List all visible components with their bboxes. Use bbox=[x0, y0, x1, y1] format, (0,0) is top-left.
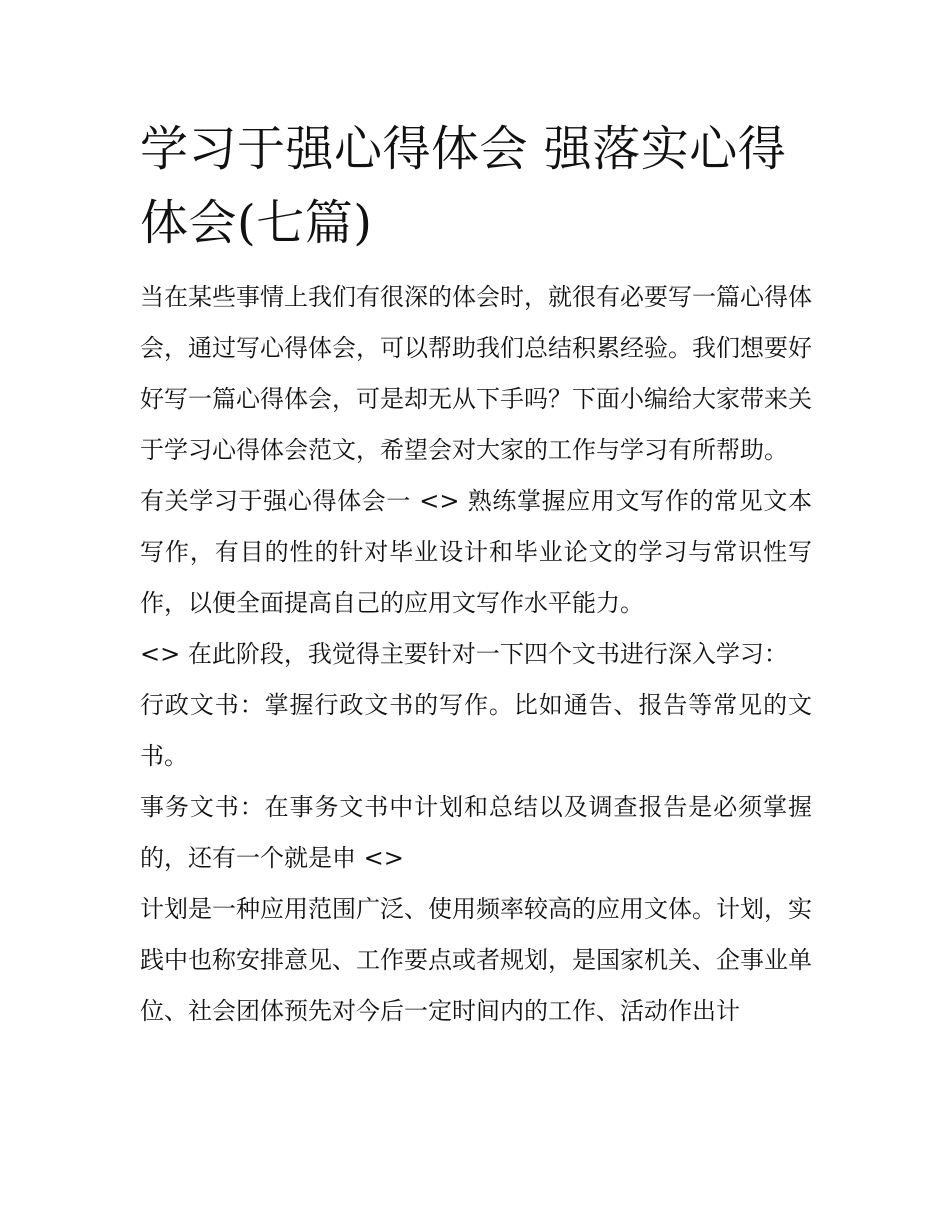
paragraph-section-one: 有关学习于强心得体会一 <> 熟练掌握应用文写作的常见文本写作，有目的性的针对毕业设计和毕业论文的学习与常识性写作，以便全面提高自己的应用文写作水平能力。 bbox=[140, 487, 812, 617]
document-title: 学习于强心得体会 强落实心得体会(七篇) bbox=[140, 121, 787, 251]
document-body bbox=[140, 272, 812, 1037]
paragraph-affairs-documents: 事务文书：在事务文书中计划和总结以及调查报告是必须掌握的，还有一个就是申 <> bbox=[140, 793, 812, 872]
paragraph-stage: <> 在此阶段，我觉得主要针对一下四个文书进行深入学习： bbox=[140, 640, 788, 668]
paragraph-intro: 当在某些事情上我们有很深的体会时，就很有必要写一篇心得体会，通过写心得体会，可以帮助我们总结积累经验。我们想要好好写一篇心得体会，可是却无从下手吗？下面小编给大家带来关于学习心得体会范文，希望会对大家的工作与学习有所帮助。 bbox=[140, 283, 812, 464]
paragraph-administrative-documents: 行政文书：掌握行政文书的写作。比如通告、报告等常见的文书。 bbox=[140, 691, 812, 770]
paragraph-plan: 计划是一种应用范围广泛、使用频率较高的应用文体。计划，实践中也称安排意见、工作要点或者规划，是国家机关、企事业单位、社会团体预先对今后一定时间内的工作、活动作出计 bbox=[140, 895, 812, 1025]
document-content bbox=[140, 112, 812, 1037]
